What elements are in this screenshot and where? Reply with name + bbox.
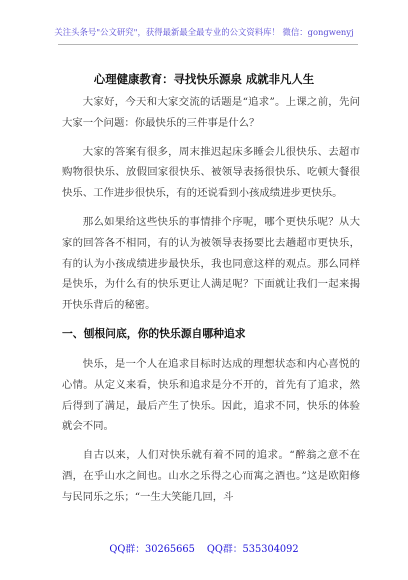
paragraph-intro: 大家好，今天和大家交流的话题是“追求”。上课之前，先问大家一个问题：你最快乐的三件事是什么？ bbox=[62, 96, 360, 129]
paragraph-history: 自古以来，人们对快乐就有着不同的追求。“醉翁之意不在酒，在乎山水之间也。山水之乐得之心而寓之酒也。”这是欧阳修与民同乐之乐；“一生大笑能几回，斗 bbox=[62, 449, 360, 503]
header-banner: 关注头条号"公文研究"，获得最新最全最专业的公文资料库！ 微信：gongwenyj bbox=[54, 27, 354, 37]
paragraph-ranking: 那么如果给这些快乐的事情排个序呢，哪个更快乐呢？从大家的回答各不相同，有的认为被领导表扬要比去趟超市更快乐，有的认为小孩成绩进步最快乐，我也同意这样的观点。那么同样是快乐，为什么有的快乐更让人满足呢？下面就让我们一起来揭开快乐背后的秘密。 bbox=[62, 215, 360, 312]
footer-qq-group-1: QQ群：30265665 bbox=[109, 544, 195, 555]
footer-contact bbox=[0, 541, 408, 555]
document-title: 心理健康教育：寻找快乐源泉 成就非凡人生 bbox=[93, 72, 315, 86]
header-divider bbox=[58, 44, 358, 45]
paragraph-answers: 大家的答案有很多，周末推迟起床多睡会儿很快乐、去超市购物很快乐、放假回家很快乐、被领导表扬很快乐、吃顿大餐很快乐、工作进步很快乐，有的还说看到小孩成绩进步更快乐。 bbox=[62, 145, 360, 200]
document-body bbox=[62, 92, 360, 516]
section-heading: 一、刨根问底，你的快乐源自哪种追求 bbox=[62, 326, 246, 340]
paragraph-definition: 快乐，是一个人在追求目标时达成的理想状态和内心喜悦的心情。从定义来看，快乐和追求是分不开的，首先有了追求，然后得到了满足，最后产生了快乐。因此，追求不同，快乐的体验就会不同。 bbox=[62, 357, 360, 433]
footer-qq-group-2: QQ群：535304092 bbox=[206, 544, 299, 555]
